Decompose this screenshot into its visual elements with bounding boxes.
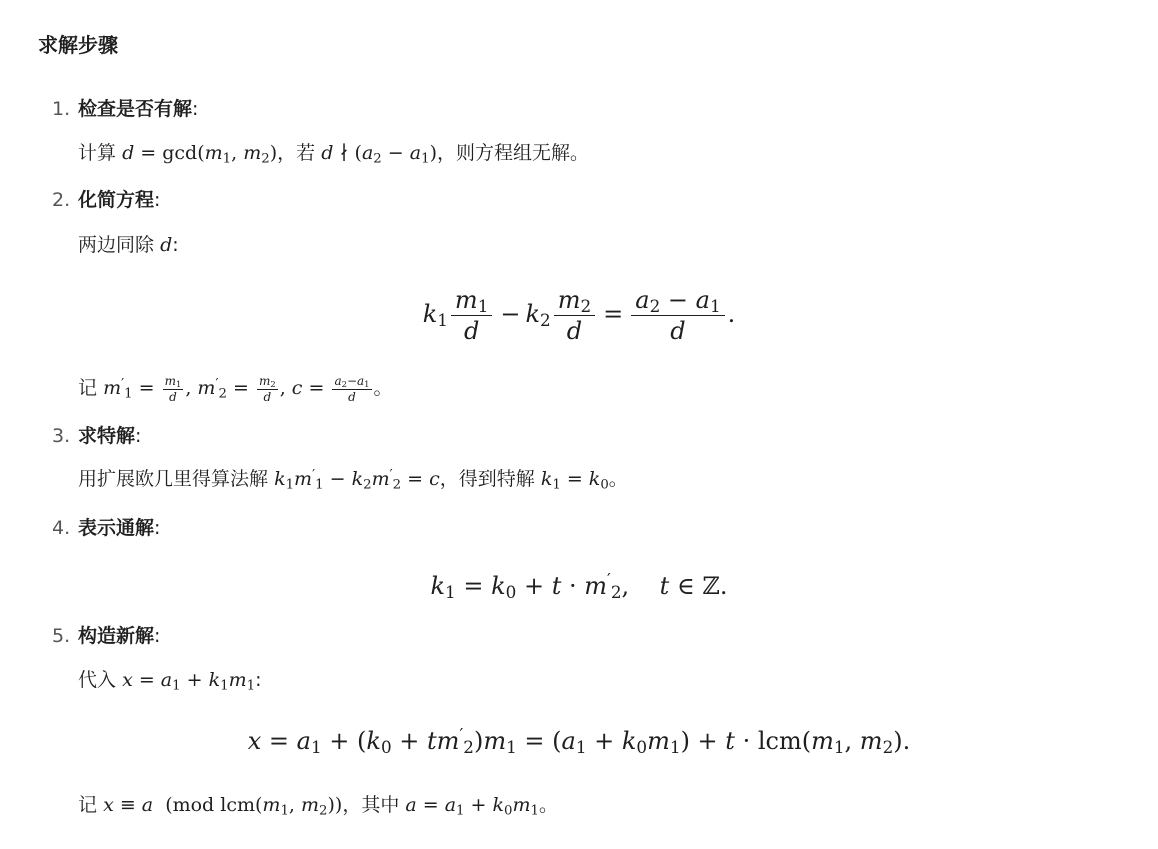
step2-text xyxy=(78,229,179,261)
step-number: 5. xyxy=(52,625,71,647)
text-divide: 两边同除 xyxy=(78,234,155,256)
step-title xyxy=(78,422,141,450)
text-where: ，其中 xyxy=(342,794,400,816)
math-gcd: $d = \gcd(m_1$, $m_2$) xyxy=(122,142,278,167)
text-period: 。 xyxy=(608,468,628,490)
math-substitution: $x = a_1 + k_1m_1$ xyxy=(122,669,256,694)
step5-text xyxy=(78,664,261,696)
math-congruence: x ≡ a (mod $lcm(m_1$, $m_2$)) xyxy=(103,794,343,819)
text-compute: 计算 xyxy=(78,142,117,164)
step-number: 3. xyxy=(52,425,71,447)
text-use-euclid: 用扩展欧几里得算法解 xyxy=(78,468,269,490)
display-equation-reduced: $k_1$ $\frac{m_1}{d}$ − $k_2$ $\frac{m_2}{d}$ = $\frac{a_2 - a_1}{d}$ . xyxy=(422,286,736,345)
math-notation: $m'_1$ = $\frac{m_1}{d}$ , $m'_2$ = $\frac{m_2}{d}$ , c = $\frac{a_2-a_1}{d}$ xyxy=(103,374,370,404)
step-colon: : xyxy=(154,189,161,211)
text-if: ，若 xyxy=(277,142,316,164)
step-colon: : xyxy=(154,517,161,539)
text-no-solution: ，则方程组无解。 xyxy=(436,142,589,164)
step1-text xyxy=(78,137,589,169)
section-heading: 求解步骤 xyxy=(38,33,118,57)
text-colon: : xyxy=(172,234,179,256)
step-title-text: 检查是否有解 xyxy=(78,98,193,120)
step-title-text: 化简方程 xyxy=(78,189,155,211)
text-colon: : xyxy=(255,669,262,691)
step-title xyxy=(78,95,198,123)
math-linear-eq: $k_1m'_1 - k_2m'_2 = c$ xyxy=(274,467,440,493)
display-equation-general: $k_1 = k_0 + t \cdot m'_2$, t ∈ ℤ. xyxy=(430,569,728,603)
step-title-text: 表示通解 xyxy=(78,517,155,539)
math-particular: $k_1 = k_0$ xyxy=(540,468,609,493)
step-number: 4. xyxy=(52,517,71,539)
math-a-def: $a = a_1 + k_0m_1$ xyxy=(405,794,539,819)
math-d: d xyxy=(160,234,173,256)
text-period: 。 xyxy=(373,377,393,399)
step3-text xyxy=(78,463,628,495)
text-substitute: 代入 xyxy=(78,669,117,691)
text-get-particular: ，得到特解 xyxy=(439,468,535,490)
step-title-text: 构造新解 xyxy=(78,625,155,647)
math-not-divides: d ∤ $(a_2 - a_1)$ xyxy=(321,142,437,167)
display-equation-new: $x = a_1 + (k_0 + tm'_2)m_1 = (a_1 + k_0m_1) + t \cdot lcm(m_1$, $m_2$). xyxy=(247,724,911,758)
step-colon: : xyxy=(135,425,142,447)
step-title xyxy=(78,622,160,650)
step-colon: : xyxy=(192,98,199,120)
text-denote: 记 xyxy=(78,377,98,399)
step2-notation xyxy=(78,372,393,404)
step-title xyxy=(78,514,160,542)
step-title-text: 求特解 xyxy=(78,425,136,447)
step-number: 1. xyxy=(52,98,71,120)
text-period: 。 xyxy=(539,794,559,816)
text-denote: 记 xyxy=(78,794,98,816)
step-title xyxy=(78,186,160,214)
step5-conclusion xyxy=(78,789,558,821)
step-colon: : xyxy=(154,625,161,647)
step-number: 2. xyxy=(52,189,71,211)
